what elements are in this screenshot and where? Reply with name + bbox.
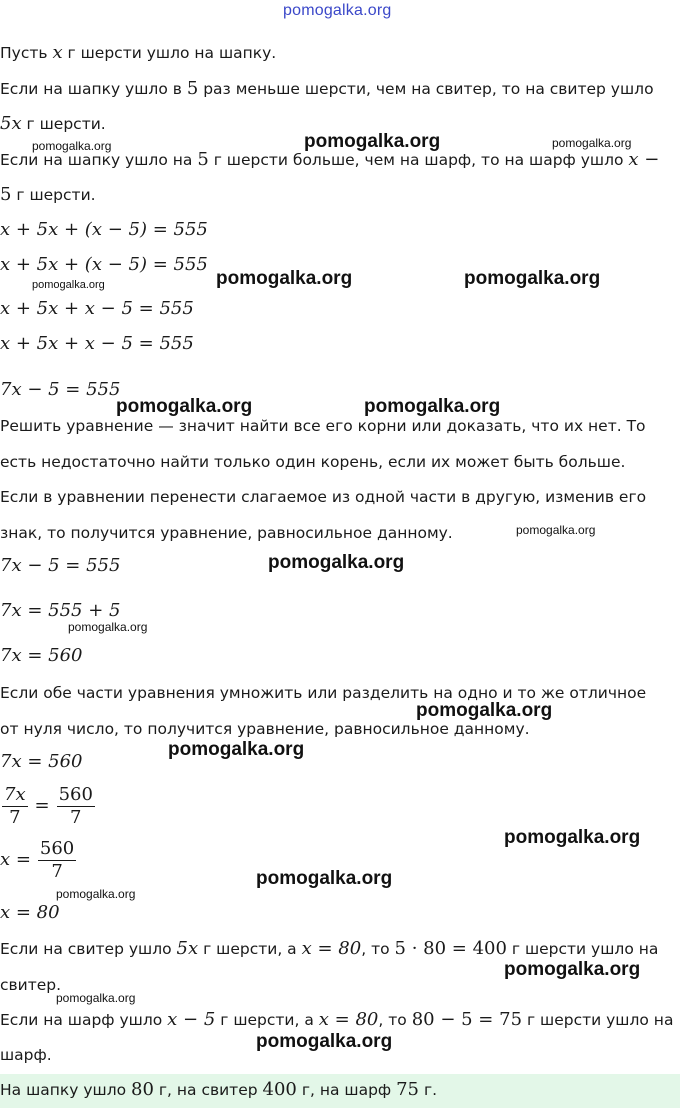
denominator: 7: [9, 807, 21, 828]
text: Если на шапку ушло на: [0, 151, 193, 169]
fraction-equation: [0, 784, 97, 829]
math: x = 80: [318, 1009, 379, 1030]
text: г.: [423, 1081, 438, 1099]
text-line: знак, то получится уравнение, равносильное данному.: [0, 524, 453, 542]
math: x − 5: [167, 1009, 216, 1030]
text: г шерсти, а: [203, 940, 297, 958]
math: 75: [396, 1079, 420, 1100]
text: раз меньше шерсти, чем на свитер, то на свитер ушло: [203, 80, 654, 98]
text-line: [0, 43, 276, 63]
equation: 7x = 560: [0, 751, 83, 772]
text: г шерсти, а: [220, 1011, 314, 1029]
fraction: [2, 784, 28, 829]
watermark: pomogalka.org: [56, 991, 136, 1005]
watermark: pomogalka.org: [416, 700, 553, 721]
text: г шерсти больше, чем на шарф, то на шарф ушло: [213, 151, 624, 169]
denominator: 7: [51, 861, 63, 882]
equation: x + 5x + (x − 5) = 555: [0, 219, 208, 240]
text-line: от нуля число, то получится уравнение, равносильное данному.: [0, 720, 530, 738]
text-line: [0, 1010, 673, 1030]
fraction: [38, 838, 76, 883]
watermark: pomogalka.org: [268, 552, 405, 573]
watermark: pomogalka.org: [32, 139, 112, 153]
watermark: pomogalka.org: [364, 396, 501, 417]
math: 5: [186, 78, 199, 99]
watermark: pomogalka.org: [504, 959, 641, 980]
watermark: pomogalka.org: [216, 268, 353, 289]
watermark: pomogalka.org: [504, 827, 641, 848]
text: г, на шарф: [301, 1081, 392, 1099]
text: Если на свитер ушло: [0, 940, 172, 958]
math: 5: [0, 184, 12, 205]
math: 5x: [176, 938, 199, 959]
fraction-equation: [0, 838, 78, 883]
watermark: pomogalka.org: [256, 868, 393, 889]
watermark: pomogalka.org: [464, 268, 601, 289]
watermark: pomogalka.org: [68, 620, 148, 634]
text: , то: [361, 940, 390, 958]
text: г шерсти ушло на: [526, 1011, 674, 1029]
denominator: 7: [70, 807, 82, 828]
equation: x + 5x + x − 5 = 555: [0, 333, 194, 354]
text-line: шарф.: [0, 1046, 52, 1064]
text: г, на свитер: [158, 1081, 258, 1099]
math: 80 − 5 = 75: [411, 1009, 523, 1030]
text-line: Если обе части уравнения умножить или разделить на одно и то же отличное: [0, 684, 647, 702]
text-line: [0, 939, 658, 959]
watermark: pomogalka.org: [256, 1031, 393, 1052]
math: 5 · 80 = 400: [394, 938, 507, 959]
watermark: pomogalka.org: [32, 279, 105, 291]
fraction: [57, 784, 95, 829]
watermark: pomogalka.org: [168, 739, 305, 760]
equals-sign: =: [34, 795, 50, 816]
equation: 7x = 560: [0, 645, 83, 666]
math: x −: [628, 149, 660, 170]
equation: x + 5x + (x − 5) = 555: [0, 254, 208, 275]
text-line: свитер.: [0, 976, 62, 994]
watermark: pomogalka.org: [516, 523, 596, 537]
text: , то: [378, 1011, 407, 1029]
text: Пусть: [0, 44, 48, 62]
text-line: Если в уравнении перенести слагаемое из одной части в другую, изменив его: [0, 488, 647, 506]
math: 400: [262, 1079, 297, 1100]
watermark: pomogalka.org: [304, 131, 441, 152]
text: На шапку ушло: [0, 1081, 127, 1099]
numerator: 7x: [4, 784, 26, 805]
text: г шерсти.: [16, 186, 96, 204]
equation: x + 5x + x − 5 = 555: [0, 298, 194, 319]
math: 80: [131, 1079, 154, 1100]
answer-box: [0, 1074, 680, 1108]
equation: 7x − 5 = 555: [0, 555, 121, 576]
watermark: pomogalka.org: [552, 136, 632, 150]
numerator: 560: [58, 784, 93, 805]
equation: 7x − 5 = 555: [0, 379, 121, 400]
text: г шерсти ушло на: [511, 940, 659, 958]
text: г шерсти ушло на шапку.: [67, 44, 277, 62]
text-line: [0, 114, 106, 134]
math: 5x: [0, 113, 22, 134]
watermark: pomogalka.org: [56, 887, 136, 901]
text-line: [0, 185, 96, 205]
text: Если на шапку ушло в: [0, 80, 182, 98]
text-line: Решить уравнение — значит найти все его корни или доказать, что их нет. То: [0, 417, 646, 435]
numerator: 560: [39, 838, 75, 859]
math: x = 80: [301, 938, 362, 959]
text-line: [0, 150, 659, 170]
text: Если на шарф ушло: [0, 1011, 163, 1029]
answer-text: [0, 1080, 437, 1100]
math: 5: [197, 149, 209, 170]
equation: 7x = 555 + 5: [0, 600, 121, 621]
equation: x = 80: [0, 902, 60, 923]
watermark: pomogalka.org: [116, 396, 253, 417]
site-header[interactable]: pomogalka.org: [283, 2, 392, 19]
text-line: есть недостаточно найти только один корень, если их может быть больше.: [0, 453, 626, 471]
math: x =: [0, 849, 31, 870]
text: г шерсти.: [26, 115, 106, 133]
text-line: [0, 79, 654, 99]
math: x: [52, 42, 63, 63]
